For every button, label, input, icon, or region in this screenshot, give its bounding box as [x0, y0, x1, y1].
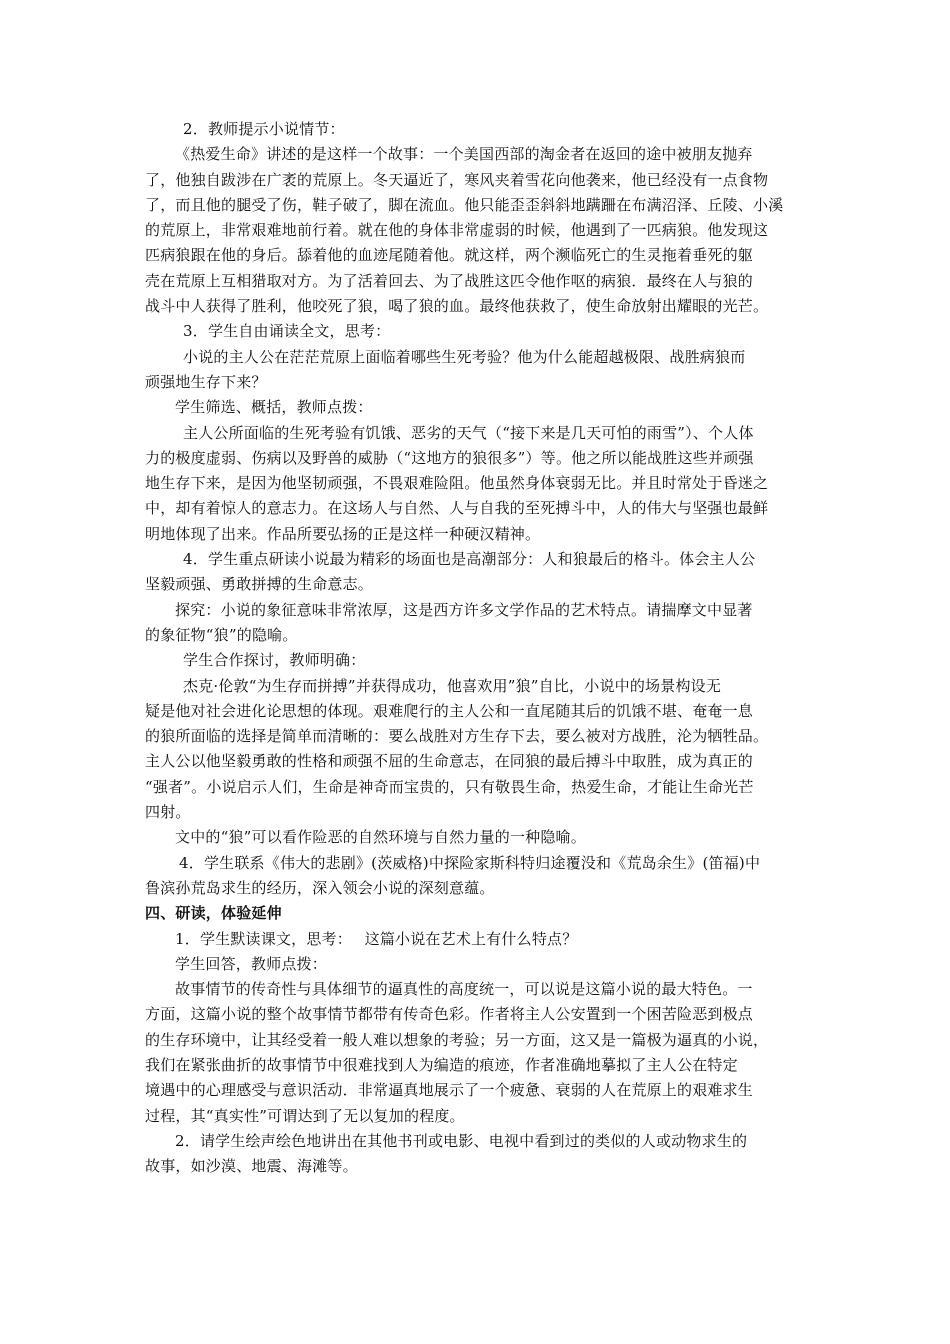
- text-line: 顽强地生存下来？: [145, 372, 267, 391]
- text-line: 力的极度虚弱、伤病以及野兽的威胁（“这地方的狼很多”）等。他之所以能战胜这些并顽强: [145, 448, 754, 467]
- section-heading: 四、研读，体验延伸: [145, 904, 282, 923]
- document-page: [145, 117, 810, 1179]
- text-line: 4．学生联系《伟大的悲剧》(茨威格)中探险家斯科特归途覆没和《荒岛余生》(笛福)中: [179, 853, 761, 872]
- text-line: 2．请学生绘声绘色地讲出在其他书刊或电影、电视中看到过的类似的人或动物求生的: [175, 1131, 748, 1150]
- text-line: 地生存下来，是因为他坚韧顽强，不畏艰难险阻。他虽然身体衰弱无比。并且时常处于昏迷之: [145, 474, 769, 493]
- text-line: 的生存环境中，让其经受着一般人难以想象的考验；另一方面，这又是一篇极为逼真的小说，: [145, 1030, 769, 1049]
- text-line: 2．教师提示小说情节：: [183, 120, 345, 138]
- text-line: 战斗中人获得了胜利，他咬死了狼，喝了狼的血。最终他获救了，使生命放射出耀眼的光芒。: [145, 297, 769, 316]
- text-line: “强者”。小说启示人们，生命是神奇而宝贵的，只有敬畏生命，热爱生命，才能让生命光芒: [145, 777, 754, 796]
- text-line: 故事，如沙漠、地震、海滩等。: [145, 1157, 358, 1176]
- text-line: 学生合作探讨，教师明确：: [183, 651, 366, 670]
- text-line: 杰克·伦敦“为生存而拼搏”并获得成功，他喜欢用”狼”自比，小说中的场景构设无: [183, 676, 722, 695]
- text-line: 主人公以他坚毅勇敢的性格和顽强不屈的生命意志，在同狼的最后搏斗中取胜，成为真正的: [145, 752, 754, 771]
- text-line: 学生回答，教师点拨：: [175, 954, 328, 973]
- text-line: 故事情节的传奇性与具体细节的逼真性的高度统一，可以说是这篇小说的最大特色。一: [175, 980, 753, 999]
- text-line: 《热爱生命》讲述的是这样一个故事：一个美国西部的淘金者在返回的途中被朋友抛弃: [175, 145, 753, 164]
- text-line: 中，却有着惊人的意志力。在这场人与自然、人与自我的至死搏斗中，人的伟大与坚强也最鲜: [145, 499, 769, 518]
- text-line: 我们在紧张曲折的故事情节中很难找到人为编造的痕迹，作者准确地摹拟了主人公在特定: [145, 1055, 738, 1074]
- text-line: 的狼所面临的选择是简单而清晰的：要么战胜对方生存下去，要么被对方战胜，沦为牺牲品。: [145, 727, 769, 746]
- text-line: 鲁滨孙荒岛求生的经历，深入领会小说的深刻意蕴。: [145, 878, 495, 897]
- text-line: 方面，这篇小说的整个故事情节都带有传奇色彩。作者将主人公安置到一个困苦险恶到极点: [145, 1005, 754, 1024]
- text-line: 了，而且他的腿受了伤，鞋子破了，脚在流血。他只能歪歪斜斜地蹒跚在布满沼泽、丘陵、小溪: [145, 195, 784, 214]
- text-line: 四射。: [145, 803, 191, 822]
- text-line: 学生筛选、概括，教师点拨：: [175, 398, 373, 417]
- text-line: 主人公所面临的生死考验有饥饿、恶劣的天气（“接下来是几天可怕的雨雪”）、个人体: [183, 423, 754, 442]
- text-line: 疑是他对社会进化论思想的体现。艰难爬行的主人公和一直尾随其后的饥饿不堪、奄奄一息: [145, 701, 754, 720]
- text-line: 的象征物“狼”的隐喻。: [145, 625, 298, 644]
- text-line: 1．学生默读课文，思考： 这篇小说在艺术上有什么特点？: [175, 929, 578, 948]
- text-line: 的荒原上，非常艰难地前行着。就在他的身体非常虚弱的时候，他遇到了一匹病狼。他发现这: [145, 221, 769, 240]
- text-line: 了，他独自跋涉在广袤的荒原上。冬天逼近了，寒风夹着雪花向他袭来，他已经没有一点食物: [145, 170, 769, 189]
- text-line: 4．学生重点研读小说最为精彩的场面也是高潮部分：人和狼最后的格斗。体会主人公: [183, 550, 756, 569]
- text-line: 过程，其“真实性”可谓达到了无以复加的程度。: [145, 1106, 465, 1125]
- text-line: 壳在荒原上互相猎取对方。为了活着回去、为了战胜这匹令他作呕的病狼．最终在人与狼的: [145, 271, 754, 290]
- text-line: 文中的“狼”可以看作险恶的自然环境与自然力量的一种隐喻。: [175, 828, 586, 847]
- text-line: 小说的主人公在茫茫荒原上面临着哪些生死考验？他为什么能超越极限、战胜病狼而: [183, 347, 746, 366]
- text-line: 匹病狼跟在他的身后。舔着他的血迹尾随着他。就这样，两个濒临死亡的生灵拖着垂死的躯: [145, 246, 754, 265]
- text-line: 3．学生自由诵读全文，思考：: [183, 322, 391, 341]
- text-line: 坚毅顽强、勇敢拼搏的生命意志。: [145, 575, 374, 594]
- text-line: 境遇中的心理感受与意识活动．非常逼真地展示了一个疲惫、衰弱的人在荒原上的艰难求生: [145, 1081, 754, 1100]
- text-line: 探究：小说的象征意味非常浓厚，这是西方许多文学作品的艺术特点。请揣摩文中显著: [175, 600, 753, 619]
- text-line: 明地体现了出来。作品所要弘扬的正是这样一种硬汉精神。: [145, 524, 541, 543]
